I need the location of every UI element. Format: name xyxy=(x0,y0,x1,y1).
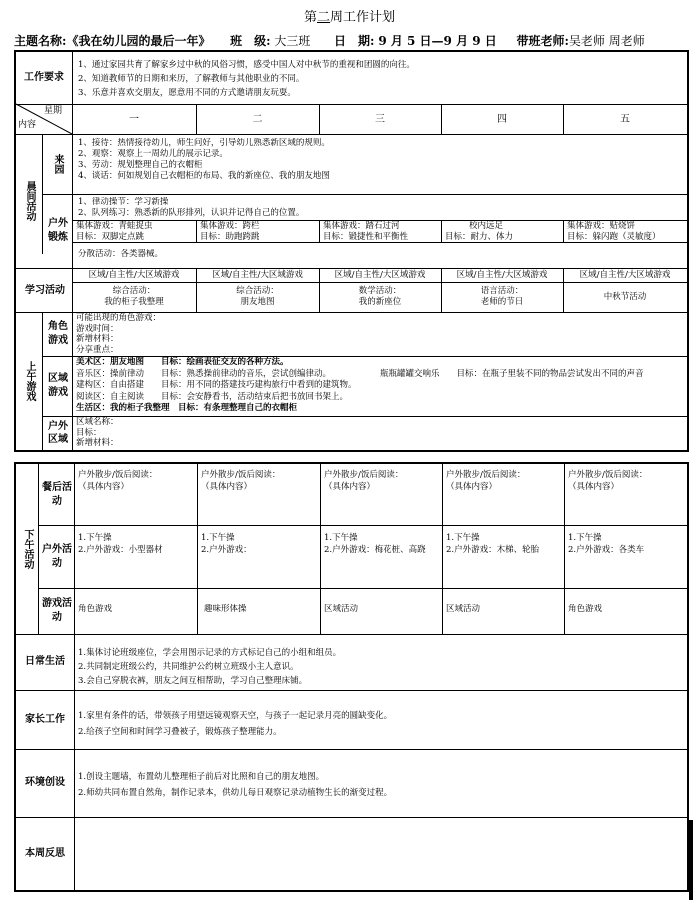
pm-games-label: 游戏活动 xyxy=(42,598,72,623)
outdoor-item: 1、律动操节：学习新操 xyxy=(78,197,169,207)
outdoor-area-content: 区域名称： 目标： 新增材料： xyxy=(76,417,119,448)
arrival-item: 2、观察：观察上一周幼儿的展示记录。 xyxy=(78,149,228,159)
afternoon-label: 下午活动 xyxy=(22,529,33,569)
role-game-content: 可能出现的角色游戏： 游戏时间： 新增材料： 分享重点： xyxy=(76,313,162,355)
arrival-item: 1、接待：热情接待幼儿，师生问好，引导幼儿熟悉新区域的规则。 xyxy=(78,138,330,148)
morning-game-tuesday: 集体游戏：跨栏 目标：助跑跨跳 xyxy=(200,221,260,242)
goals-label: 工作要求 xyxy=(24,72,64,83)
teacher-value: 吴老师 周老师 xyxy=(568,34,645,48)
read-corner: 阅读区：自主阅读 目标：会安静看书，活动结束后把书放回书架上。 xyxy=(76,391,349,402)
outdoor-exercise-label: 户外锻炼 xyxy=(48,218,68,243)
plan-table-afternoon xyxy=(14,462,689,892)
pm-outdoor-friday: 1.下午操 2.户外游戏：各类车 xyxy=(568,533,645,555)
arrival-item: 3、劳动：规划整理自己的衣帽柜 xyxy=(78,160,203,170)
environment-list: 1.创设主题墙，布置幼儿整理柜子前后对比照和自己的朋友地图。 2.师幼共同布置自然角，制作记录本，供幼儿每日观察记录动植物生长的渐变过程。 xyxy=(78,772,393,798)
day-tuesday: 二 xyxy=(252,113,263,125)
page-edge-mark xyxy=(689,820,693,900)
scatter-activity: 分散活动：各类器械。 xyxy=(78,249,164,259)
study-area-wednesday: 区域/自主性/大区域游戏 xyxy=(334,269,426,280)
arrival-list xyxy=(78,138,683,194)
day-wednesday: 三 xyxy=(375,113,385,125)
outdoor-item: 2、队列练习：熟悉新的队形排列，认识并记得自己的位置。 xyxy=(78,208,305,218)
music-corner: 音乐区：操前律动 目标：熟悉操前律动的音乐，尝试创编律动。 瓶瓶罐罐交响乐 目标：在瓶子里装不同的物品尝试发出不同的声音 xyxy=(76,368,644,379)
morning-label: 晨间活动 xyxy=(24,181,35,221)
study-activity-tuesday: 综合活动： 朋友地图 xyxy=(236,286,279,307)
pm-outdoor-wednesday: 1.下午操 2.户外游戏：梅花桩、高跷 xyxy=(324,533,426,555)
morning-game-friday: 集体游戏：贴烧饼 目标：躲闪跑（灵敏度） xyxy=(567,221,661,242)
area-game-content xyxy=(76,357,686,417)
page-title: 第二周工作计划 xyxy=(303,10,396,25)
study-area-tuesday: 区域/自主性/大区域游戏 xyxy=(212,269,303,280)
class-label: 班 级: xyxy=(230,34,271,48)
goal-item: 2、知道教师节的日期和来历，了解教师与其他职业的不同。 xyxy=(78,74,305,84)
after-meal-monday: 户外散步/饭后阅读： （具体内容） xyxy=(78,470,158,492)
parents-label: 家长工作 xyxy=(25,713,65,725)
after-meal-wednesday: 户外散步/饭后阅读： （具体内容） xyxy=(324,470,404,492)
environment-label: 环境创设 xyxy=(25,777,65,788)
date-value: 9 月 5 日—9 月 9 日 xyxy=(378,34,497,48)
arrival-item: 4、谈话：何如规划自己衣帽柜的布局、我的新座位、我的朋友地图 xyxy=(78,171,330,181)
pm-outdoor-thursday: 1.下午操 2.户外游戏：木梯、轮胎 xyxy=(446,533,540,555)
weekday-header-top: 星期 xyxy=(44,106,63,116)
daily-label: 日常生活 xyxy=(25,656,65,667)
reflection-content[interactable] xyxy=(74,817,687,890)
theme-value: 《我在幼儿园的最后一年》 xyxy=(66,34,211,48)
pm-outdoor-monday: 1.下午操 2.户外游戏：小型器材 xyxy=(78,533,163,555)
pm-game-friday: 角色游戏 xyxy=(568,604,603,614)
morning-game-thursday: 校内远足 目标：耐力、体力 xyxy=(445,221,514,242)
pm-game-monday: 角色游戏 xyxy=(78,604,113,614)
after-meal-thursday: 户外散步/饭后阅读： （具体内容） xyxy=(446,470,526,492)
pm-game-thursday: 区域活动 xyxy=(446,604,481,614)
study-activity-monday: 综合活动： 我的柜子我整理 xyxy=(104,286,164,307)
life-corner: 生活区：我的柜子我整理 目标：有条理整理自己的衣帽柜 xyxy=(76,403,298,413)
morning-game-wednesday: 集体游戏：踏石过河 目标：锻捷性和平衡性 xyxy=(323,221,409,242)
after-meal-friday: 户外散步/饭后阅读： （具体内容） xyxy=(568,470,648,492)
study-area-friday: 区域/自主性/大区域游戏 xyxy=(579,269,671,280)
goal-item: 3、乐意并喜欢交朋友，愿意用不同的方式邀请朋友玩耍。 xyxy=(78,88,296,98)
goal-item: 1、通过家园共育了解家乡过中秋的风俗习惯，感受中国人对中秋节的重视和团圆的向往。 xyxy=(78,60,415,70)
pm-game-wednesday: 区域活动 xyxy=(324,604,359,614)
plan-header xyxy=(14,32,694,49)
day-monday: 一 xyxy=(129,113,139,125)
art-corner: 美术区：朋友地图 目标：绘画表征交友的各种方法。 xyxy=(76,357,289,367)
theme-label: 主题名称: xyxy=(14,34,67,48)
date-label: 日 期: xyxy=(334,34,375,48)
after-meal-tuesday: 户外散步/饭后阅读： （具体内容） xyxy=(201,470,281,492)
week-number: 二 xyxy=(316,10,330,25)
reflection-label: 本周反思 xyxy=(25,847,65,859)
area-game-label: 区域游戏 xyxy=(48,373,68,398)
pm-outdoor-tuesday: 1.下午操 2.户外游戏： xyxy=(201,533,252,555)
pm-outdoor-label: 户外活动 xyxy=(42,543,72,569)
morning-game-monday: 集体游戏：青蛙捉虫 目标：双脚定点跳 xyxy=(76,221,153,242)
teacher-label: 带班老师: xyxy=(516,34,569,48)
day-thursday: 四 xyxy=(497,113,507,125)
study-activity-wednesday: 数学活动： 我的新座位 xyxy=(358,286,402,307)
study-activity-thursday: 语言活动： 老师的节日 xyxy=(480,286,524,307)
after-meal-label: 餐后活动 xyxy=(42,481,72,507)
outdoor-exercise-list xyxy=(78,197,683,221)
weekday-header-bottom: 内容 xyxy=(18,120,37,130)
daily-list: 1.集体讨论班级座位，学会用图示记录的方式标记自己的小组和组员。 2.共同制定班级公约，共同维护公约树立班级小主人意识。 3.会自己穿脱衣裤，朋友之间互相帮助，学习自己整理床铺。 xyxy=(78,648,342,686)
arrival-label: 来园 xyxy=(52,154,63,174)
study-label: 学习活动 xyxy=(25,284,65,296)
day-friday: 五 xyxy=(620,113,630,125)
study-area-monday: 区域/自主性/大区域游戏 xyxy=(88,269,180,280)
goals-list xyxy=(78,58,683,102)
build-corner: 建构区：自由搭建 目标：用不同的搭建技巧建构旅行中看到的建筑物。 xyxy=(76,380,357,390)
outdoor-area-label: 户外区域 xyxy=(48,421,68,445)
parents-list: 1.家里有条件的话，带领孩子用望远镜观察天空，与孩子一起记录月亮的圆缺变化。 2.给孩子空间和时间学习叠被子，锻炼孩子整理能力。 xyxy=(78,711,393,737)
class-value: 大三班 xyxy=(274,34,311,48)
study-area-thursday: 区域/自主性/大区域游戏 xyxy=(456,269,548,280)
plan-table-morning xyxy=(14,50,689,452)
study-activity-friday: 中秋节活动 xyxy=(603,291,647,302)
am-games-label: 上午游戏 xyxy=(24,361,35,401)
role-game-label: 角色游戏 xyxy=(48,321,68,346)
pm-game-tuesday: 趣味形体操 xyxy=(204,604,247,614)
